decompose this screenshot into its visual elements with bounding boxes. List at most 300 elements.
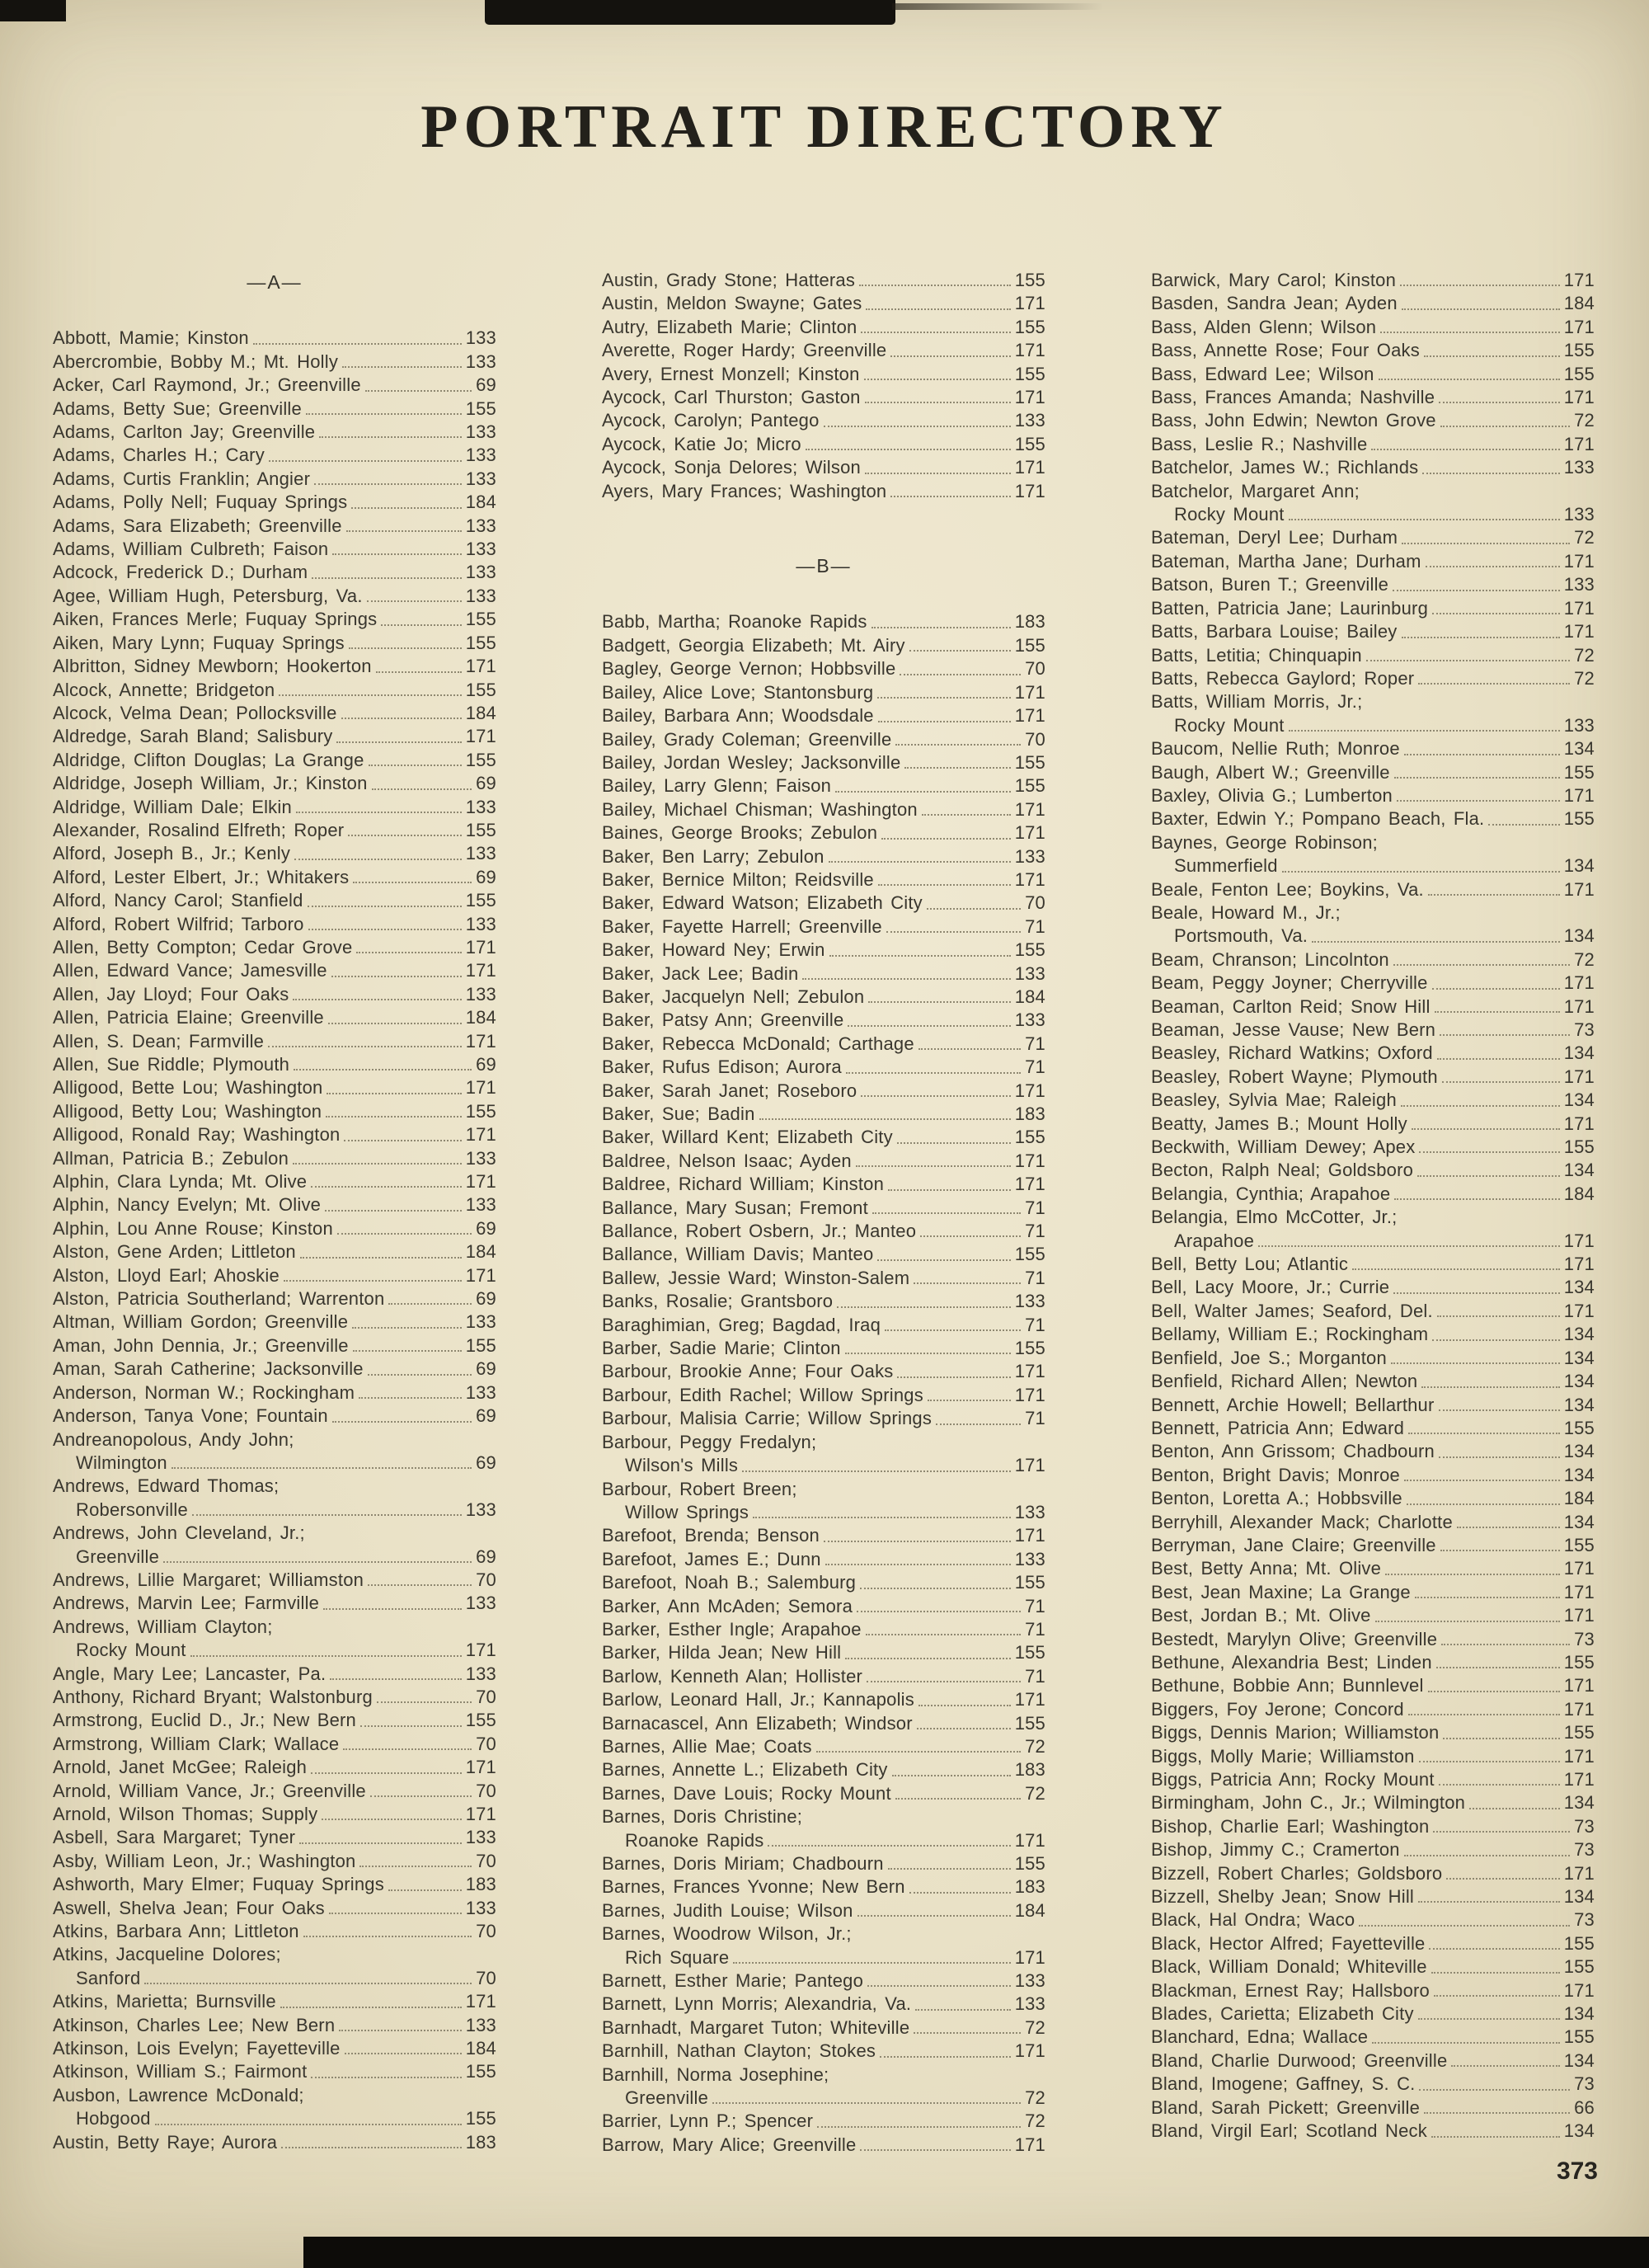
entry-page-number: 133: [1014, 845, 1045, 867]
scan-artifact-bottom: [303, 2237, 1649, 2268]
entry-text: Bennett, Archie Howell; Bellarthur: [1151, 1394, 1435, 1415]
entry-page-number: 171: [1014, 1455, 1045, 1476]
dotted-leader: [904, 767, 1010, 769]
dotted-leader: [868, 1001, 1010, 1003]
entry-text: Barnes, Allie Mae; Coats: [602, 1735, 812, 1757]
dotted-leader: [859, 285, 1011, 286]
dotted-leader: [857, 1915, 1011, 1917]
entry-text: Barwick, Mary Carol; Kinston: [1151, 270, 1397, 290]
directory-entry: [602, 1033, 1045, 1056]
entry-text: Bailey, Alice Love; Stantonsburg: [602, 681, 874, 703]
entry-text: Aycock, Katie Jo; Micro: [602, 433, 801, 454]
directory-entry: [53, 444, 496, 467]
directory-entry: [602, 2040, 1045, 2063]
entry-text: Austin, Betty Raye; Aurora: [53, 2131, 278, 2153]
dotted-leader: [866, 308, 1010, 310]
directory-entry-name: Andrews, William Clayton;: [53, 1616, 273, 1637]
entry-text: Aldridge, William Dale; Elkin: [53, 796, 292, 817]
dotted-leader: [918, 1705, 1011, 1706]
dotted-leader: [368, 1584, 472, 1586]
dotted-leader: [860, 2149, 1010, 2151]
directory-entry: [602, 1829, 1045, 1852]
dotted-leader: [866, 1634, 1021, 1635]
entry-page-number: 133: [465, 1827, 496, 1848]
entry-text: Birmingham, John C., Jr.; Wilmington: [1151, 1792, 1466, 1814]
directory-entry: [53, 1287, 496, 1310]
directory-entry: [53, 1358, 496, 1381]
entry-page-number: 134: [1563, 1160, 1595, 1181]
dotted-leader: [1432, 613, 1560, 614]
directory-entry-name: Andrews, John Cleveland, Jr.;: [53, 1522, 305, 1544]
entry-text: Autry, Elizabeth Marie; Clinton: [602, 316, 857, 337]
entry-text: Angle, Mary Lee; Lancaster, Pa.: [53, 1663, 327, 1684]
entry-page-number: 71: [1025, 1665, 1045, 1687]
entry-page-number: 155: [465, 749, 496, 770]
entry-text: Aman, Sarah Catherine; Jacksonville: [53, 1358, 364, 1380]
directory-entry: [1151, 1698, 1595, 1721]
entry-text: Arnold, Wilson Thomas; Supply: [53, 1804, 318, 1824]
directory-entry: [53, 1170, 496, 1193]
directory-entry: [602, 915, 1045, 939]
directory-entry: [53, 1873, 496, 1896]
entry-text: Arnold, Janet McGee; Raleigh: [53, 1757, 308, 1778]
dotted-leader: [897, 1142, 1011, 1144]
entry-page-number: 133: [465, 913, 496, 934]
entry-page-number: 155: [1014, 634, 1045, 656]
entry-text: Barbour, Malisia Carrie; Willow Springs: [602, 1408, 933, 1429]
entry-text: Barnett, Lynn Morris; Alexandria, Va.: [602, 1993, 912, 2015]
entry-text: Roanoke Rapids: [625, 1829, 764, 1851]
dotted-leader: [1408, 1714, 1560, 1715]
entry-page-number: 155: [1014, 1712, 1045, 1734]
directory-entry: [1151, 292, 1595, 315]
entry-text: Greenville: [625, 2087, 709, 2109]
directory-entry: [602, 1314, 1045, 1337]
entry-page-number: 155: [1014, 1853, 1045, 1874]
entry-page-number: 183: [1014, 1103, 1045, 1124]
entry-page-number: 155: [1014, 363, 1045, 384]
entry-text: Black, Hector Alfred; Fayetteville: [1151, 1932, 1426, 1954]
dotted-leader: [1440, 426, 1570, 427]
entry-page-number: 134: [1563, 1347, 1595, 1368]
entry-text: Badgett, Georgia Elizabeth; Mt. Airy: [602, 634, 905, 656]
directory-entry-name: Batchelor, Margaret Ann;: [1151, 480, 1360, 501]
directory-entry: [602, 1524, 1045, 1547]
directory-entry: [1151, 363, 1595, 386]
entry-text: Rocky Mount: [1174, 714, 1285, 736]
entry-text: Bennett, Patricia Ann; Edward: [1151, 1417, 1405, 1438]
entry-text: Blanchard, Edna; Wallace: [1151, 2026, 1369, 2048]
entry-text: Best, Jean Maxine; La Grange: [1151, 1581, 1411, 1602]
entry-text: Basden, Sandra Jean; Ayden: [1151, 293, 1398, 314]
entry-page-number: 69: [476, 1288, 496, 1310]
entry-page-number: 73: [1574, 1019, 1595, 1040]
dotted-leader: [353, 882, 472, 883]
entry-page-number: 134: [1563, 855, 1595, 877]
entry-text: Barnhill, Nathan Clayton; Stokes: [602, 2040, 876, 2062]
entry-text: Benfield, Joe S.; Morganton: [1151, 1347, 1387, 1368]
entry-page-number: 171: [465, 656, 496, 677]
directory-entry: [1151, 1487, 1595, 1510]
directory-entry: [602, 386, 1045, 409]
dotted-leader: [920, 1235, 1021, 1237]
entry-page-number: 184: [465, 1241, 496, 1263]
directory-entry: [1151, 1089, 1595, 1112]
directory-entry: [1151, 2073, 1595, 2096]
dotted-leader: [914, 2032, 1021, 2034]
entry-page-number: 133: [465, 2014, 496, 2035]
entry-page-number: 69: [476, 773, 496, 794]
entry-page-number: 171: [1014, 1525, 1045, 1546]
entry-page-number: 171: [1563, 1862, 1595, 1884]
directory-entry: [602, 1641, 1045, 1664]
dotted-leader: [342, 366, 462, 368]
entry-text: Adams, Sara Elizabeth; Greenville: [53, 515, 342, 536]
directory-entry: [53, 1499, 496, 1522]
entry-page-number: 155: [465, 1100, 496, 1122]
directory-entry: [1151, 573, 1595, 596]
entry-text: Bell, Walter James; Seaford, Del.: [1151, 1300, 1433, 1321]
dotted-leader: [1431, 2136, 1560, 2138]
entry-text: Bass, Edward Lee; Wilson: [1151, 363, 1374, 384]
entry-text: Andrews, Lillie Margaret; Williamston: [53, 1569, 364, 1590]
dotted-leader: [895, 1798, 1021, 1800]
dotted-leader: [1289, 730, 1560, 732]
directory-entry: [1151, 456, 1595, 479]
entry-page-number: 171: [465, 726, 496, 747]
entry-page-number: 171: [1563, 1581, 1595, 1602]
directory-entry-name: Belangia, Elmo McCotter, Jr.;: [1151, 1207, 1398, 1228]
dotted-leader: [880, 2056, 1011, 2058]
dotted-leader: [1419, 2089, 1570, 2091]
entry-page-number: 134: [1563, 925, 1595, 947]
dotted-leader: [284, 1280, 462, 1282]
dotted-leader: [352, 1327, 462, 1329]
entry-page-number: 171: [1563, 1698, 1595, 1720]
directory-entry: [53, 1756, 496, 1779]
directory-entry: [1151, 1300, 1595, 1323]
entry-text: Alligood, Bette Lou; Washington: [53, 1077, 323, 1099]
directory-entry-name: Barnes, Doris Christine;: [602, 1806, 803, 1828]
entry-text: Adams, Betty Sue; Greenville: [53, 398, 302, 419]
entry-text: Anderson, Tanya Vone; Fountain: [53, 1405, 328, 1427]
directory-entry: [53, 1990, 496, 2013]
directory-entry: [1151, 1604, 1595, 1627]
entry-page-number: 133: [1563, 574, 1595, 595]
dotted-leader: [328, 1023, 462, 1024]
directory-entry: [53, 1592, 496, 1615]
entry-page-number: 183: [465, 2131, 496, 2153]
entry-page-number: 171: [1563, 1558, 1595, 1579]
directory-entry: [53, 351, 496, 374]
entry-text: Barbour, Edith Rachel; Willow Springs: [602, 1384, 923, 1405]
entry-page-number: 134: [1563, 1464, 1595, 1485]
entry-page-number: 171: [465, 1030, 496, 1052]
entry-text: Bizzell, Robert Charles; Goldsboro: [1151, 1862, 1443, 1884]
directory-entry: [1151, 972, 1595, 995]
entry-text: Best, Betty Anna; Mt. Olive: [1151, 1558, 1382, 1579]
directory-entry: [602, 1571, 1045, 1594]
dotted-leader: [351, 507, 461, 509]
entry-page-number: 155: [465, 609, 496, 630]
directory-entry: [1151, 503, 1595, 526]
entry-page-number: 73: [1574, 1815, 1595, 1837]
entry-text: Black, Hal Ondra; Waco: [1151, 1909, 1355, 1931]
dotted-leader: [1419, 1151, 1559, 1153]
dotted-leader: [1366, 660, 1570, 661]
dotted-leader: [768, 1845, 1010, 1847]
entry-page-number: 134: [1563, 1511, 1595, 1532]
entry-text: Allen, Edward Vance; Jamesville: [53, 960, 327, 981]
entry-page-number: 155: [1563, 363, 1595, 384]
entry-text: Baker, Jacquelyn Nell; Zebulon: [602, 986, 865, 1007]
dotted-leader: [1428, 894, 1560, 896]
directory-entry: [1151, 1230, 1595, 1253]
entry-text: Summerfield: [1174, 855, 1278, 877]
entry-page-number: 171: [1563, 621, 1595, 642]
entry-page-number: 72: [1574, 644, 1595, 666]
entry-page-number: 171: [1014, 798, 1045, 820]
entry-text: Bland, Charlie Durwood; Greenville: [1151, 2049, 1448, 2071]
entry-page-number: 155: [465, 398, 496, 419]
page-title: PORTRAIT DIRECTORY: [420, 93, 1229, 161]
entry-text: Baldree, Nelson Isaac; Ayden: [602, 1150, 852, 1171]
dotted-leader: [1428, 1691, 1560, 1692]
entry-page-number: 171: [1563, 1769, 1595, 1790]
entry-page-number: 133: [1563, 714, 1595, 736]
entry-text: Bagley, George Vernon; Hobbsville: [602, 658, 896, 680]
entry-text: Atkinson, Charles Lee; New Bern: [53, 2014, 336, 2035]
entry-text: Alcock, Annette; Bridgeton: [53, 679, 275, 700]
directory-entry: [1151, 1628, 1595, 1651]
dotted-leader: [1443, 1738, 1559, 1739]
directory-entry: [1151, 339, 1595, 362]
directory-entry: [53, 1663, 496, 1686]
dotted-leader: [331, 976, 462, 977]
dotted-leader: [1432, 1339, 1559, 1341]
entry-page-number: 72: [1574, 410, 1595, 431]
dotted-leader: [1258, 1245, 1560, 1247]
entry-page-number: 72: [1025, 1735, 1045, 1757]
dotted-leader: [712, 2102, 1021, 2104]
directory-entry: [602, 292, 1045, 315]
entry-text: Bethune, Alexandria Best; Linden: [1151, 1651, 1432, 1673]
directory-entry: [1151, 1908, 1595, 1932]
dotted-leader: [872, 1212, 1021, 1214]
entry-page-number: 171: [1563, 1230, 1595, 1251]
dotted-leader: [294, 859, 462, 860]
entry-page-number: 155: [1014, 1338, 1045, 1359]
dotted-leader: [344, 1140, 461, 1141]
entry-page-number: 133: [465, 1897, 496, 1918]
entry-text: Bizzell, Shelby Jean; Snow Hill: [1151, 1886, 1415, 1908]
directory-entry: [1151, 1791, 1595, 1814]
entry-page-number: 155: [1563, 1932, 1595, 1954]
entry-text: Becton, Ralph Neal; Goldsboro: [1151, 1160, 1414, 1181]
entry-text: Ashworth, Mary Elmer; Fuquay Springs: [53, 1874, 384, 1895]
entry-text: Barnacascel, Ann Elizabeth; Windsor: [602, 1712, 913, 1734]
dotted-leader: [327, 1093, 461, 1094]
entry-text: Barnhadt, Margaret Tuton; Whiteville: [602, 2016, 910, 2038]
directory-entry-name: Andrews, Edward Thomas;: [53, 1475, 280, 1497]
directory-entry: [53, 1310, 496, 1334]
dotted-leader: [915, 2009, 1010, 2011]
entry-page-number: 171: [465, 1171, 496, 1193]
entry-page-number: 171: [1563, 1605, 1595, 1626]
entry-page-number: 171: [1014, 1150, 1045, 1171]
entry-page-number: 71: [1025, 1197, 1045, 1218]
directory-column-2: [602, 269, 1045, 2157]
directory-entry: [1151, 1066, 1595, 1089]
scan-artifact-top-smudge: [892, 3, 1103, 10]
entry-text: Allen, S. Dean; Farmville: [53, 1030, 265, 1052]
entry-text: Ballance, William Davis; Manteo: [602, 1244, 874, 1265]
entry-text: Bailey, Barbara Ann; Woodsdale: [602, 705, 874, 727]
entry-text: Allen, Jay Lloyd; Four Oaks: [53, 983, 289, 1005]
entry-text: Babb, Martha; Roanoke Rapids: [602, 611, 867, 633]
entry-page-number: 171: [1014, 480, 1045, 501]
directory-entry: [1151, 1159, 1595, 1182]
entry-page-number: 171: [1014, 1689, 1045, 1710]
entry-page-number: 133: [1014, 1501, 1045, 1522]
directory-entry: [602, 1595, 1045, 1618]
dotted-leader: [835, 791, 1011, 793]
dotted-leader: [323, 1608, 462, 1610]
dotted-leader: [1412, 1128, 1560, 1130]
dotted-leader: [293, 1163, 462, 1165]
entry-text: Benton, Ann Grissom; Chadbourn: [1151, 1441, 1435, 1462]
entry-page-number: 133: [1014, 1009, 1045, 1031]
dotted-leader: [1440, 1550, 1560, 1551]
directory-entry: [1151, 526, 1595, 549]
directory-entry: [602, 269, 1045, 292]
entry-page-number: 155: [1014, 1127, 1045, 1148]
dotted-leader: [269, 460, 462, 462]
entry-text: Baker, Bernice Milton; Reidsville: [602, 868, 874, 890]
entry-page-number: 133: [465, 445, 496, 466]
entry-page-number: 171: [465, 1757, 496, 1778]
dotted-leader: [824, 426, 1011, 427]
dotted-leader: [922, 814, 1011, 816]
directory-entry: [53, 1006, 496, 1029]
entry-text: Beatty, James B.; Mount Holly: [1151, 1113, 1407, 1134]
entry-page-number: 155: [465, 679, 496, 700]
entry-page-number: 171: [465, 1991, 496, 2012]
section-header: —A—: [247, 271, 303, 293]
directory-entry: [602, 1782, 1045, 1805]
entry-page-number: 134: [1563, 2003, 1595, 2025]
directory-entry: [602, 1758, 1045, 1781]
directory-entry: [1151, 1534, 1595, 1557]
directory-entry: [1151, 807, 1595, 831]
entry-page-number: 133: [465, 1663, 496, 1684]
directory-entry: [1151, 409, 1595, 432]
dotted-leader: [895, 744, 1021, 746]
entry-text: Aman, John Dennia, Jr.; Greenville: [53, 1334, 349, 1356]
dotted-leader: [1446, 1878, 1559, 1880]
directory-entry: [1151, 1721, 1595, 1744]
entry-text: Biggers, Foy Jerone; Concord: [1151, 1698, 1404, 1720]
dotted-leader: [376, 671, 462, 673]
entry-page-number: 134: [1563, 2049, 1595, 2071]
dotted-leader: [909, 1892, 1011, 1894]
directory-entry: [602, 339, 1045, 362]
entry-text: Barker, Ann McAden; Semora: [602, 1595, 853, 1616]
entry-text: Aldridge, Clifton Douglas; La Grange: [53, 749, 364, 770]
dotted-leader: [1439, 1784, 1560, 1786]
entry-text: Atkinson, William S.; Fairmont: [53, 2061, 308, 2082]
entry-text: Albritton, Sidney Mewborn; Hookerton: [53, 656, 372, 677]
directory-entry: [53, 608, 496, 631]
entry-text: Anderson, Norman W.; Rockingham: [53, 1381, 355, 1403]
dotted-leader: [388, 1303, 472, 1305]
directory-entry: [602, 1384, 1045, 1407]
directory-entry: [602, 1126, 1045, 1149]
entry-text: Alston, Gene Arden; Littleton: [53, 1241, 296, 1263]
entry-page-number: 171: [465, 960, 496, 981]
dotted-leader: [878, 721, 1011, 722]
dotted-leader: [861, 332, 1010, 333]
entry-text: Sanford: [76, 1967, 141, 1988]
entry-page-number: 171: [1563, 1675, 1595, 1696]
entry-text: Adams, Curtis Franklin; Angier: [53, 468, 311, 489]
entry-page-number: 71: [1025, 1314, 1045, 1335]
directory-entry: [602, 868, 1045, 892]
entry-text: Allen, Sue Riddle; Plymouth: [53, 1054, 290, 1075]
entry-text: Hobgood: [76, 2108, 151, 2129]
dotted-leader: [1393, 590, 1560, 591]
entry-text: Atkins, Barbara Ann; Littleton: [53, 1921, 299, 1942]
entry-text: Allen, Patricia Elaine; Greenville: [53, 1007, 324, 1028]
dotted-leader: [300, 1257, 462, 1259]
directory-entry: [1151, 1815, 1595, 1838]
directory-entry: [1151, 667, 1595, 690]
dotted-leader: [886, 931, 1021, 933]
directory-entry: [602, 1688, 1045, 1711]
dotted-leader: [349, 647, 462, 649]
dotted-leader: [865, 402, 1011, 403]
directory-entry: [1151, 1838, 1595, 1861]
entry-page-number: 171: [1014, 1361, 1045, 1382]
directory-entry: [1151, 316, 1595, 339]
directory-entry: [1151, 597, 1595, 620]
entry-page-number: 171: [1014, 293, 1045, 314]
dotted-leader: [370, 1795, 472, 1797]
entry-page-number: 155: [465, 819, 496, 840]
entry-text: Bailey, Michael Chisman; Washington: [602, 798, 918, 820]
entry-text: Ballance, Robert Osbern, Jr.; Manteo: [602, 1221, 917, 1242]
entry-page-number: 133: [465, 327, 496, 349]
entry-text: Barlow, Leonard Hall, Jr.; Kannapolis: [602, 1689, 914, 1710]
dotted-leader: [359, 1866, 472, 1867]
entry-page-number: 70: [1025, 892, 1045, 914]
directory-entry: [1151, 1370, 1595, 1393]
entry-text: Adams, William Culbreth; Faison: [53, 539, 329, 560]
entry-page-number: 155: [1563, 1417, 1595, 1438]
entry-text: Asbell, Sara Margaret; Tyner: [53, 1827, 296, 1848]
directory-entry: [1151, 1674, 1595, 1697]
entry-text: Blackman, Ernest Ray; Hallsboro: [1151, 1979, 1430, 2001]
entry-text: Barlow, Kenneth Alan; Hollister: [602, 1665, 863, 1687]
entry-page-number: 133: [465, 1593, 496, 1614]
entry-text: Aycock, Carolyn; Pantego: [602, 410, 820, 431]
entry-text: Bethune, Bobbie Ann; Bunnlevel: [1151, 1675, 1424, 1696]
entry-text: Biggs, Patricia Ann; Rocky Mount: [1151, 1769, 1435, 1790]
entry-text: Batts, Rebecca Gaylord; Roper: [1151, 667, 1415, 689]
directory-entry: [53, 679, 496, 702]
directory-entry: [1151, 1136, 1595, 1159]
directory-entry: [602, 316, 1045, 339]
